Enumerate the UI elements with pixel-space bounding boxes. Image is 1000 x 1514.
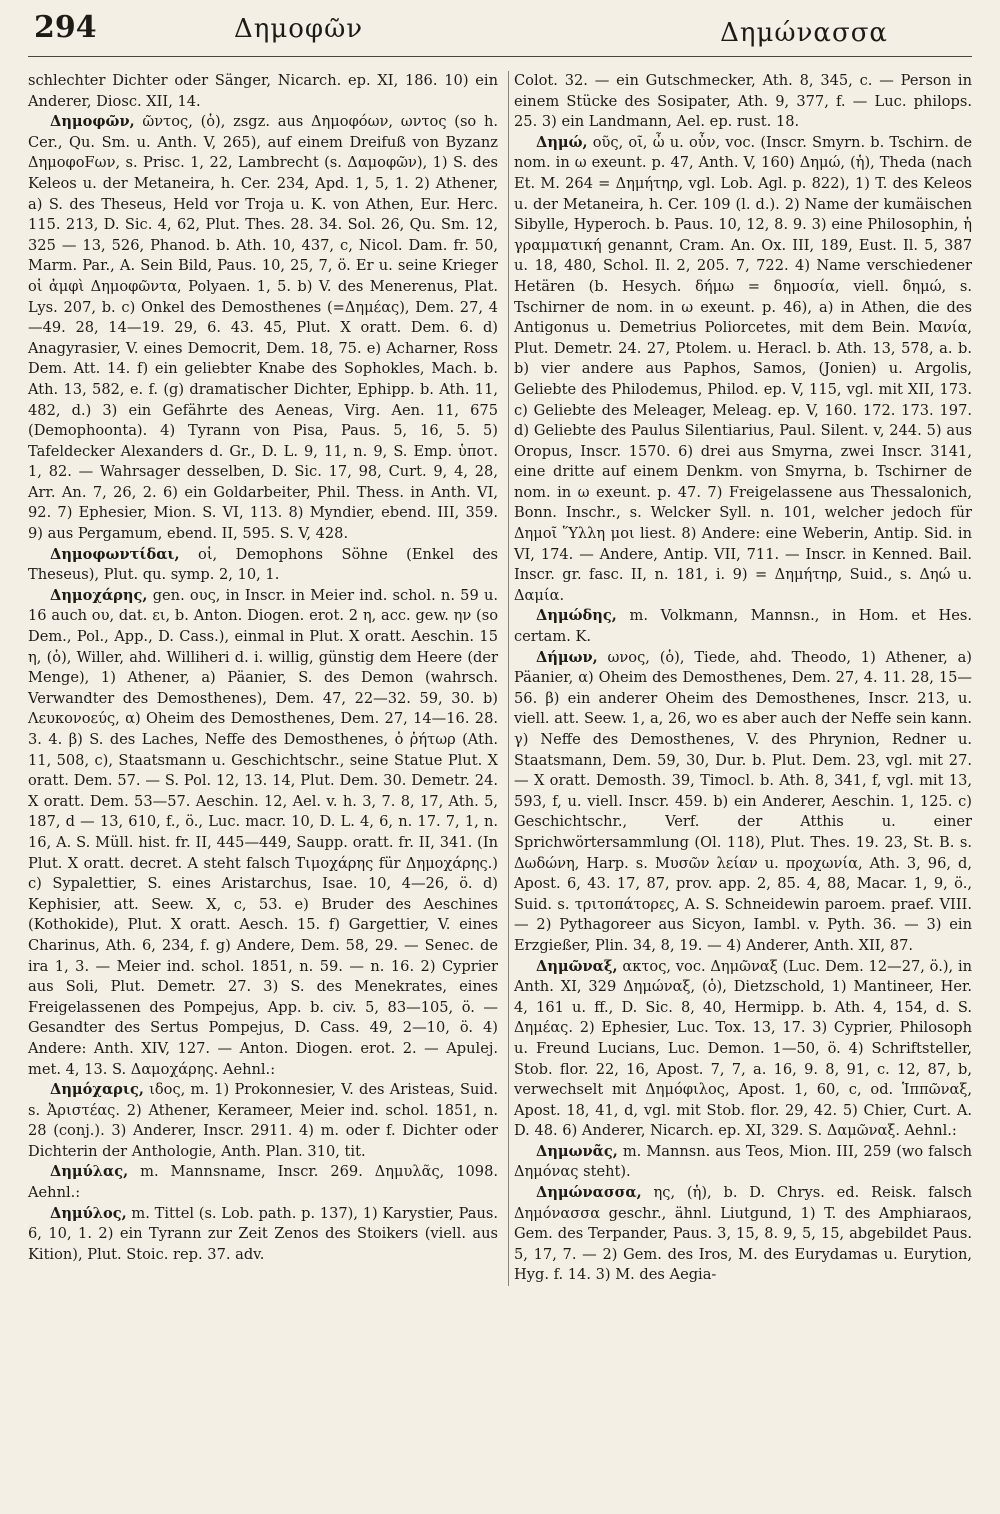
entry bbox=[514, 606, 972, 647]
entry-lemma: Δημύλος, bbox=[50, 1204, 127, 1222]
entry bbox=[28, 71, 498, 112]
entry-lemma: Δημώνασσα, bbox=[536, 1184, 642, 1202]
entry bbox=[28, 1080, 498, 1162]
entry-text: ωνος, (ὁ), Tiede, ahd. Theodo, 1) Athener, a) Päanier, α) Oheim des Demosthenes, Dem. 27, 4. 11. 28, 15—56. β) ein anderer Oheim des Demosthenes, Inscr. 213, u. viell. att. Seew. 1, a, 26, wo es aber auch der Neffe sein kann. γ) Neffe des Demosthenes, V. des Phrynion, Redner u. Staatsmann, Dem. 59, 30, Dur. b. Plut. Dem. 23, vgl. mit 27. — X oratt. Demosth. 39, Timocl. b. Ath. 8, 341, f, vgl. mit 13, 593, f, u. viell. Inscr. 459. b) ein Anderer, Aeschin. 1, 125. c) Geschichtschr., Verf. der Atthis u. einer Sprichwörtersammlung (Ol. 118), Plut. Thes. 19. 23, St. B. s. Δωδώνη, Harp. s. Μυσῶν λείαν u. προχωνία, Ath. 3, 96, d, Apost. 6, 43. 17, 87, prov. app. 2, 85. 4, 88, Macar. 1, 9, ö., Suid. s. τριτοπάτορες, A. S. Schneidewin paroem. praef. VIII. — 2) Pythagoreer aus Sicyon, Iambl. v. Pyth. 36. — 3) ein Erzgießer, Plin. 34, 8, 19. — 4) Anderer, Anth. XII, 87. bbox=[514, 648, 972, 954]
page-number: 294 bbox=[34, 10, 97, 45]
entry bbox=[514, 957, 972, 1142]
page-header bbox=[28, 10, 972, 57]
text-columns bbox=[28, 71, 972, 1286]
running-head-right: Δημώνασσα bbox=[720, 18, 888, 48]
entry-lemma: Δημωνᾶς, bbox=[536, 1142, 618, 1160]
entry-lemma: Δημοχάρης, bbox=[50, 586, 148, 604]
entry bbox=[514, 1183, 972, 1286]
entry-text: ακτος, voc. Δημῶναξ (Luc. Dem. 12—27, ö.), in Anth. XI, 329 Δημώναξ, (ὁ), Dietzschold, 1) Mantineer, Her. 4, 161 u. ff., D. Sic. 8, 40, Hermipp. b. Ath. 4, 154, d. S. Δημέας. 2) Ephesier, Luc. Tox. 13, 17. 3) Cyprier, Philosoph u. Freund Lucians, Luc. Demon. 1—50, ö. 4) Schriftsteller, Stob. flor. 22, 16, Apost. 7, 7, a. 16, 9. 8, 91, c. 12, 87, b, verwechselt mit Δημόφιλος, Apost. 1, 60, c, od. Ἱππῶναξ, Apost. 18, 41, d, vgl. mit Stob. flor. 29, 42. 5) Chier, Curt. A. D. 48. 6) Anderer, Nicarch. ep. XI, 329. S. Δαμῶναξ. Aehnl.: bbox=[514, 957, 973, 1140]
entry-lemma: Δημώ, bbox=[536, 133, 588, 151]
left-column bbox=[28, 71, 509, 1286]
entry-text: gen. ους, in Inscr. in Meier ind. schol. n. 59 u. 16 auch ου, dat. ει, b. Anton. Diogen. erot. 2 η, acc. gew. ην (so Dem., Pol., App., D. Cass.), einmal in Plut. X oratt. Aeschin. 15 η, (ὁ), Willer, ahd. Williheri d. i. willig, günstig dem Heere (der Menge), 1) Athener, a) Päanier, S. des Demon (wahrsch. Verwandter des Demosthenes), Dem. 47, 22—32. 59, 30. b) Λευκονοεύς, α) Oheim des Demosthenes, Dem. 27, 14—16. 28. 3. 4. β) S. des Laches, Neffe des Demosthenes, ὁ ῥήτωρ (Ath. 11, 508, c), Staatsmann u. Geschichtschr., seine Statue Plut. X oratt. Dem. 57. — S. Pol. 12, 13. 14, Plut. Dem. 30. Demetr. 24. X oratt. Dem. 53—57. Aeschin. 12, Ael. v. h. 3, 7. 8, 17, Ath. 5, 187, d — 13, 610, f., ö., Luc. macr. 10, D. L. 4, 6, n. 17. 7, 1, n. 16, A. S. Müll. hist. fr. II, 445—449, Saupp. oratt. fr. II, 341. (In Plut. X oratt. decret. A steht falsch Τιμοχάρης für Δημοχάρης.) c) Sypalettier, S. eines Aristarchus, Isae. 10, 4—26, ö. d) Kephisier, att. Seew. X, c, 53. e) Bruder des Aeschines (Kothokide), Plut. X oratt. Aesch. 15. f) Gargettier, V. eines Charinus, Ath. 6, 234, f. g) Andere, Dem. 58, 29. — Senec. de ira 1, 3. — Meier ind. schol. 1851, n. 59. — n. 16. 2) Cyprier aus Soli, Plut. Demetr. 27. 3) S. des Menekrates, eines Freigelassenen des Pompejus, App. b. civ. 5, 83—105, ö. — Gesandter des Sertus Pompejus, D. Cass. 49, 2—10, ö. 4) Andere: Anth. XIV, 127. — Anton. Diogen. erot. 2. — Apulej. met. 4, 13. S. Δαμοχάρης. Aehnl.: bbox=[28, 586, 498, 1078]
entry-text: schlechter Dichter oder Sänger, Nicarch. ep. XI, 186. 10) ein Anderer, Diosc. XII, 14. bbox=[28, 72, 498, 110]
entry-text: m. Mannsname, Inscr. 269. Δημυλᾶς, 1098. Aehnl.: bbox=[28, 1163, 499, 1202]
running-head-left: Δημοφῶν bbox=[234, 14, 364, 44]
entry-lemma: Δημώδης, bbox=[536, 607, 617, 625]
entry bbox=[514, 133, 972, 607]
entry-text: m. Mannsn. aus Teos, Mion. III, 259 (wo falsch Δημόνας steht). bbox=[514, 1142, 973, 1181]
right-column bbox=[514, 71, 972, 1286]
entry bbox=[28, 1204, 498, 1266]
entry bbox=[514, 648, 972, 957]
entry bbox=[28, 545, 498, 586]
entry-text: ης, (ἡ), b. D. Chrys. ed. Reisk. falsch Δημόνασσα geschr., ähnl. Liutgund, 1) T. des Amphiaraos, Gem. des Terpander, Paus. 3, 15, 8. 9, 5, 15, abgebildet Paus. 5, 17, 7. — 2) Gem. des Iros, M. des Eurydamas u. Eurytion, Hyg. f. 14. 3) M. des Aegia- bbox=[514, 1184, 972, 1284]
entry-lemma: Δημοφωντίδαι, bbox=[50, 545, 180, 563]
entry-lemma: Δημύλας, bbox=[50, 1163, 129, 1181]
entry-lemma: Δημοφῶν, bbox=[50, 113, 135, 131]
entry bbox=[514, 71, 972, 133]
entry bbox=[28, 586, 498, 1080]
entry bbox=[514, 1142, 972, 1183]
entry bbox=[28, 1162, 498, 1203]
entry bbox=[28, 112, 498, 544]
entry-text: m. Tittel (s. Lob. path. p. 137), 1) Karystier, Paus. 6, 10, 1. 2) ein Tyrann zur Zeit Zenos des Stoikers (viell. aus Kition), Plut. Stoic. rep. 37. adv. bbox=[28, 1204, 499, 1263]
entry-lemma: Δήμων, bbox=[536, 648, 598, 666]
entry-lemma: Δημόχαρις, bbox=[50, 1081, 144, 1099]
entry-text: m. Volkmann, Mannsn., in Hom. et Hes. certam. K. bbox=[514, 607, 972, 646]
entry-text: οῦς, οῖ, ὦ u. οὖν, voc. (Inscr. Smyrn. b. Tschirn. de nom. in ω exeunt. p. 47, Anth. V, 160) Δημώ, (ἡ), Theda (nach Et. M. 264 = Δημήτηρ, vgl. Lob. Agl. p. 822), 1) T. des Keleos u. der Metaneira, h. Cer. 109 (l. d.). 2) Name der kumäischen Sibylle, Hyperoch. b. Paus. 10, 12, 8. 9. 3) eine Philosophin, ἡ γραμματική genannt, Cram. An. Ox. III, 189, Eust. Il. 5, 387 u. 18, 480, Schol. Il. 2, 205. 7, 722. 4) Name verschiedener Hetären (b. Hesych. δήμω = δημοσία, viell. δημώ, s. Tschirner de nom. in ω exeunt. p. 46), a) in Athen, die des Antigonus u. Demetrius Poliorcetes, mit dem Bein. Μανία, Plut. Demetr. 24. 27, Ptolem. u. Heracl. b. Ath. 13, 578, a. b. b) vier andere aus Paphos, Samos, (Jonien) u. Argolis, Geliebte des Philodemus, Philod. ep. V, 115, vgl. mit XII, 173. c) Geliebte des Meleager, Meleag. ep. V, 160. 172. 173. 197. d) Geliebte des Paulus Silentiarius, Paul. Silent. v, 244. 5) aus Oropus, Inscr. 1570. 6) drei aus Smyrna, zwei Inscr. 3141, eine dritte auf einem Denkm. von Smyrna, b. Tschirner de nom. in ω exeunt. p. 47. 7) Freigelassene aus Thessalonich, Bonn. Inschr., s. Welcker Syll. n. 101, welcher jedoch für Δημοῖ Ὕλλη μοι liest. 8) Andere: eine Weberin, Antip. Sid. in VI, 174. — Andere, Antip. VII, 711. — Inscr. in Kenned. Bail. Inscr. gr. fasc. II, n. 181, i. 9) = Δημήτηρ, Suid., s. Δηώ u. Δαμία. bbox=[514, 133, 972, 604]
entry-lemma: Δημῶναξ, bbox=[536, 957, 618, 975]
entry-text: ῶντος, (ὁ), zsgz. aus Δημοφόων, ωντος (so h. Cer., Qu. Sm. u. Anth. V, 265), auf einem Dreifuß von Byzanz ΔημοφοFων, s. Prisc. 1, 22, Lambrecht (s. Δαμοφῶν), 1) S. des Keleos u. der Metaneira, h. Cer. 234, Apd. 1, 5, 1. 2) Athener, a) S. des Theseus, Held vor Troja u. K. von Athen, Eur. Herc. 115. 213, D. Sic. 4, 62, Plut. Thes. 28. 34. Sol. 26, Qu. Sm. 12, 325 — 13, 526, Phanod. b. Ath. 10, 437, c, Nicol. Dam. fr. 50, Marm. Par., A. Sein Bild, Paus. 10, 25, 7, ö. Er u. seine Krieger οἱ ἀμφὶ Δημοφῶντα, Polyaen. 1, 5. b) V. des Menerenus, Plat. Lys. 207, b. c) Onkel des Demosthenes (=Δημέας), Dem. 27, 4—49. 28, 14—19. 29, 6. 43. 45, Plut. X oratt. Dem. 6. d) Anagyrasier, V. eines Democrit, Dem. 18, 75. e) Acharner, Ross Dem. Att. 14. f) ein geliebter Knabe des Sophokles, Mach. b. Ath. 13, 582, e. f. (g) dramatischer Dichter, Ephipp. b. Ath. 11, 482, d.) 3) ein Gefährte des Aeneas, Virg. Aen. 11, 675 (Demophoonta). 4) Tyrann von Pisa, Paus. 5, 16, 5. 5) Tafeldecker Alexanders d. Gr., D. L. 9, 11, n. 9, S. Emp. ὑποτ. 1, 82. — Wahrsager desselben, D. Sic. 17, 98, Curt. 9, 4, 28, Arr. An. 7, 26, 2. 6) ein Goldarbeiter, Phil. Thess. in Anth. VI, 92. 7) Ephesier, Mion. S. VI, 113. 8) Myndier, ebend. III, 359. 9) aus Pergamum, ebend. II, 595. S. V, 428. bbox=[28, 113, 498, 543]
entry-text: οἱ, Demophons Söhne (Enkel des Theseus), Plut. qu. symp. 2, 10, 1. bbox=[28, 545, 498, 584]
entry-text: Colot. 32. — ein Gutschmecker, Ath. 8, 345, c. — Person in einem Stücke des Sosipater, Ath. 9, 377, f. — Luc. philops. 25. 3) ein Landmann, Ael. ep. rust. 18. bbox=[514, 72, 972, 131]
entry-text: ιδος, m. 1) Prokonnesier, V. des Aristeas, Suid. s. Ἀριστέας. 2) Athener, Kerameer, Meier ind. schol. 1851, n. 28 (conj.). 3) Anderer, Inscr. 2911. 4) m. oder f. Dichter oder Dichterin der Anthologie, Anth. Plan. 310, tit. bbox=[28, 1081, 498, 1160]
